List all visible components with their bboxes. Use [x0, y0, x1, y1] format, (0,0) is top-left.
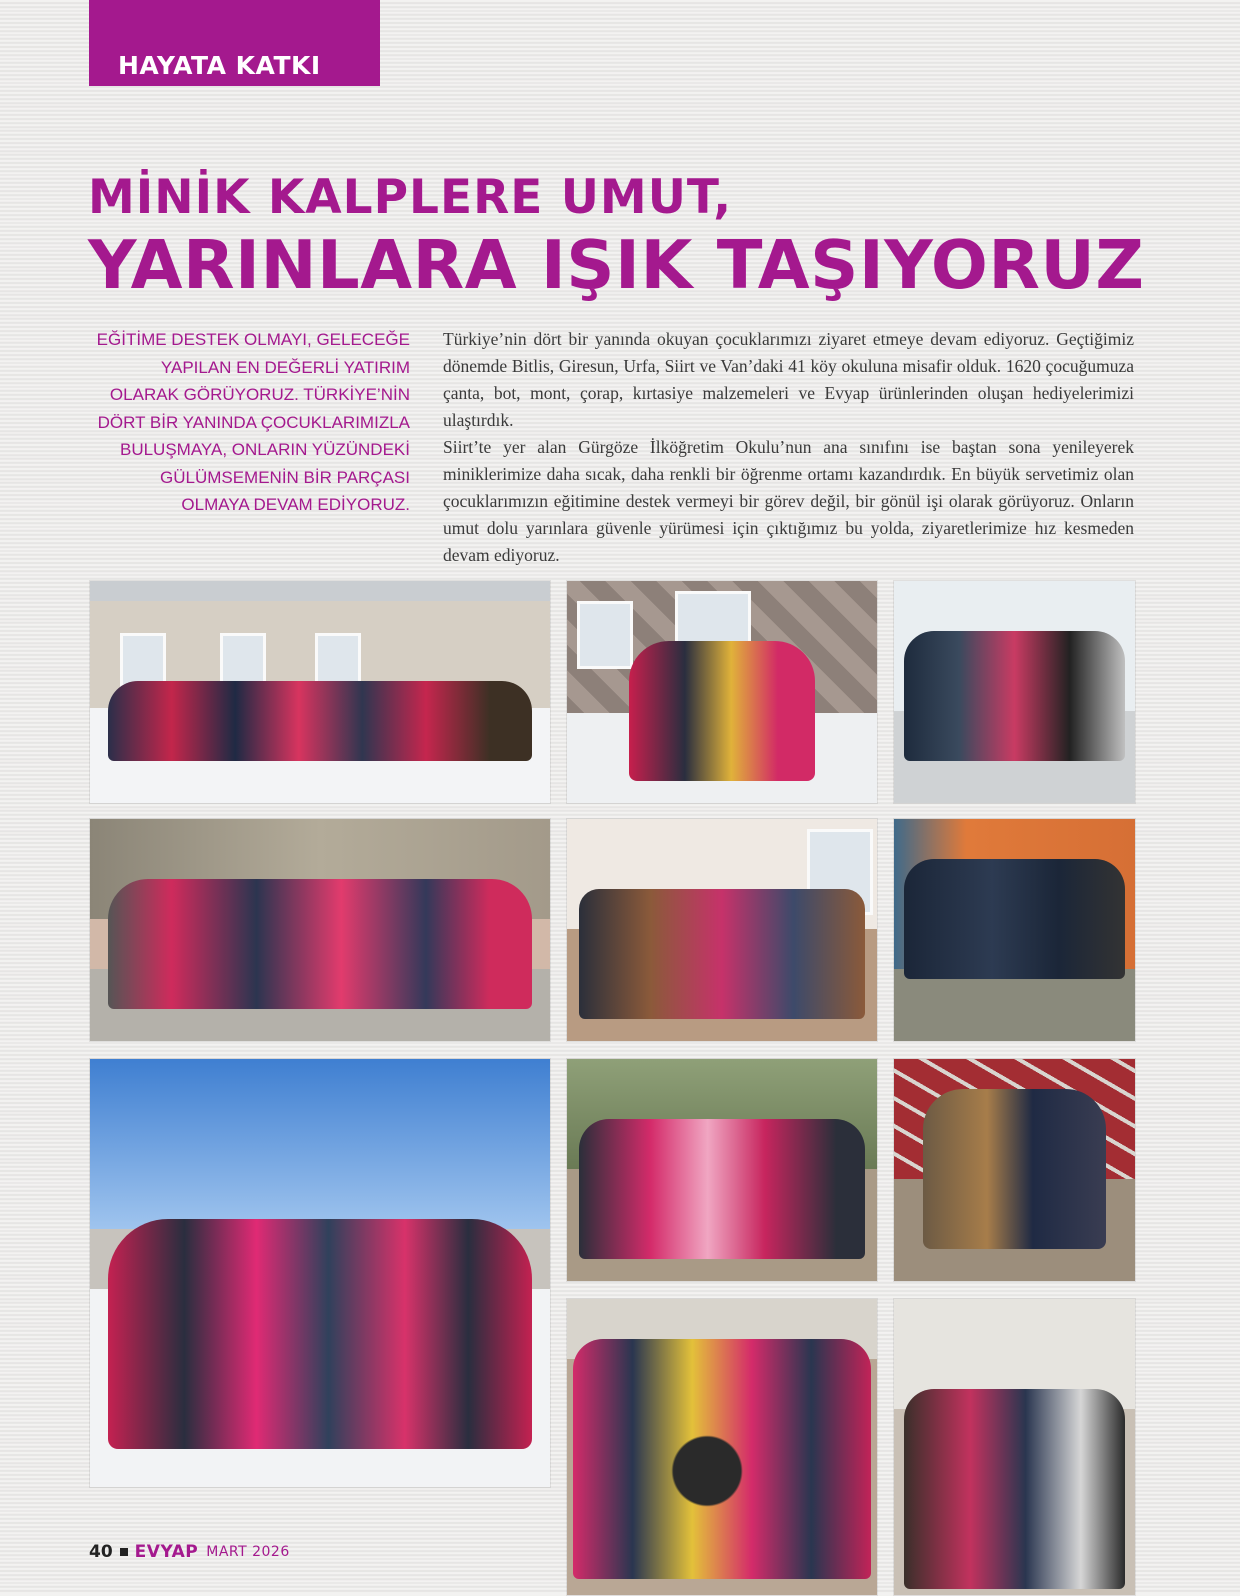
- photo-large-group-entrance: [89, 818, 551, 1042]
- photo-group-on-steps: [893, 818, 1136, 1042]
- section-tag: [89, 0, 380, 86]
- photo-selfie-crowd: [566, 1298, 878, 1596]
- photo-school-snow-group: [89, 580, 551, 804]
- photo-outdoor-trees-group: [566, 1058, 878, 1282]
- section-tag-label: HAYATA KATKI: [118, 51, 321, 80]
- footer-issue-date: MART 2026: [206, 1544, 290, 1560]
- photo-classroom-group: [893, 580, 1136, 804]
- footer-square-icon: [120, 1548, 128, 1556]
- headline-line-2: YARINLARA IŞIK TAŞIYORUZ: [88, 226, 1145, 304]
- body-paragraph-2: Siirt’te yer alan Gürgöze İlköğretim Okulu’nun ana sınıfını ise baştan sona yenileyerek miniklerimize daha sıcak, daha renkli bir öğrenme ortamı kazandırdık. En büyük servetimiz olan çocuklarımızın eğitimine destek vermeyi bir görev değil, bir gönül işi olarak görüyoruz. Onların umut dolu yarınlara güvenle yürümesi için çıktığımız bu yolda, ziyaretlerimize hız kesmeden devam ediyoruz.: [443, 437, 1134, 565]
- photo-classroom-desks: [566, 818, 878, 1042]
- lead-paragraph: EĞİTİME DESTEK OLMAYI, GELECEĞE YAPILAN EN DEĞERLİ YATIRIM OLARAK GÖRÜYORUZ. TÜRKİYE’NİN DÖRT BİR YANINDA ÇOCUKLARIMIZLA BULUŞMAYA, ONLARIN YÜZÜNDEKİ GÜLÜMSEMENİN BİR PARÇASI OLMAYA DEVAM EDİYORUZ.: [96, 330, 410, 514]
- footer-brand: EVYAP: [134, 1542, 199, 1562]
- photo-snow-village-group: [89, 1058, 551, 1488]
- article-body: [443, 326, 1134, 569]
- body-paragraph-1: Türkiye’nin dört bir yanında okuyan çocuklarımızı ziyaret etmeye devam ediyoruz. Geçtiğimiz dönemde Bitlis, Giresun, Urfa, Siirt ve Van’daki 41 köy okuluna misafir olduk. 1620 çocuğumuza çanta, bot, mont, çorap, kırtasiye malzemeleri ve Evyap ürünlerinden oluşan hediyelerimizi ulaştırdık.: [443, 329, 1134, 430]
- page-number: 40: [89, 1542, 113, 1562]
- photo-gift-distribution: [893, 1058, 1136, 1282]
- page-footer: [89, 1540, 290, 1564]
- photo-kids-backpacks-stone-wall: [566, 580, 878, 804]
- headline-line-1: MİNİK KALPLERE UMUT,: [88, 170, 733, 225]
- photo-classroom-backpacks: [893, 1298, 1136, 1596]
